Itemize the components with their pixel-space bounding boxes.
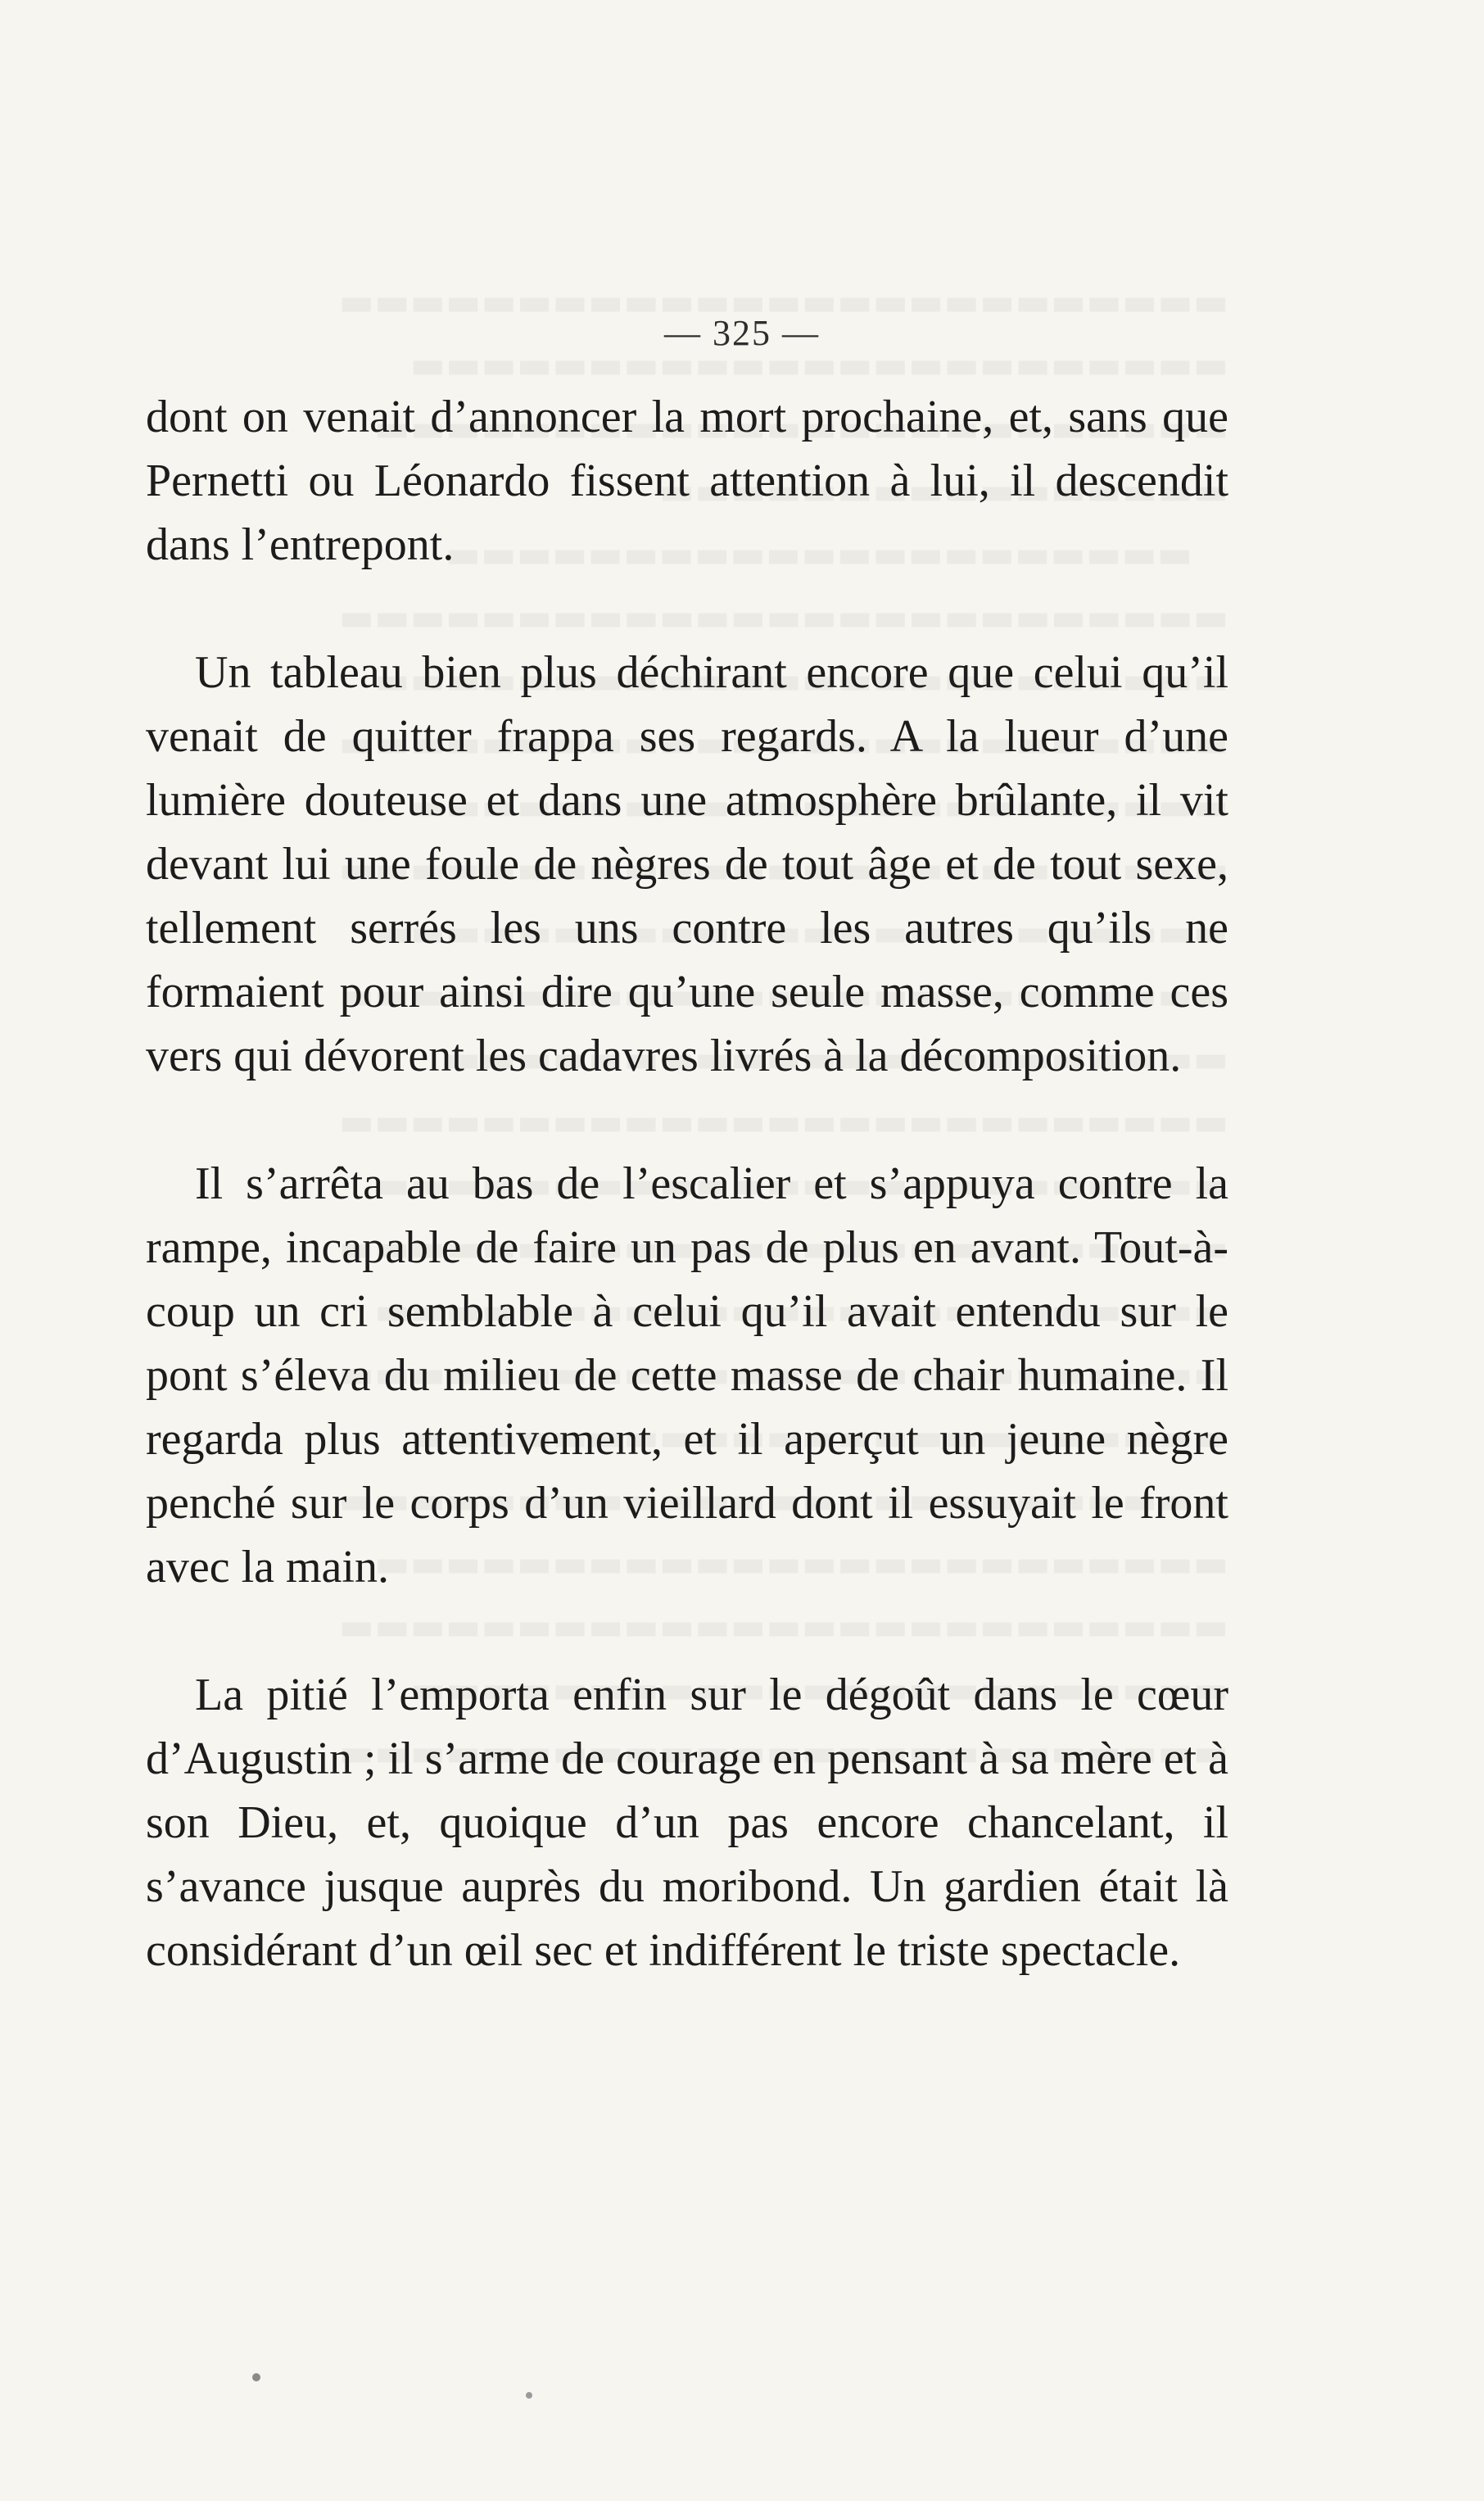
- paragraph-gap: [146, 1599, 1228, 1663]
- page-body: [146, 385, 1228, 1982]
- paragraph-3: Il s’arrêta au bas de l’escalier et s’appuya contre la rampe, incapable de faire un pas de plus en avant. Tout-à-coup un cri semblable à celui qu’il avait entendu sur le pont s’éleva du milieu de cette masse de chair humaine. Il regarda plus attentivement, et il aperçut un jeune nègre penché sur le corps d’un vieillard dont il essuyait le front avec la main.: [146, 1158, 1228, 1593]
- paragraph-gap: [146, 577, 1228, 641]
- paragraph-1: dont on venait d’annoncer la mort prochaine, et, sans que Pernetti ou Léonardo fissent attention à lui, il descendit dans l’entrepont.: [146, 392, 1228, 570]
- page-number: — 325 —: [664, 313, 820, 353]
- paragraph-2: Un tableau bien plus déchirant encore que celui qu’il venait de quitter frappa ses regards. A la lueur d’une lumière douteuse et dans une atmosphère brûlante, il vit devant lui une foule de nègres de tout âge et de tout sexe, tellement serrés les uns contre les autres qu’ils ne formaient pour ainsi dire qu’une seule masse, comme ces vers qui dévorent les cadavres livrés à la décomposition.: [146, 647, 1228, 1081]
- paragraph-4: La pitié l’emporta enfin sur le dégoût dans le cœur d’Augustin ; il s’arme de courage en pensant à sa mère et à son Dieu, et, quoique d’un pas encore chancelant, il s’avance jusque auprès du moribond. Un gardien était là considérant d’un œil sec et indifférent le triste spectacle.: [146, 1670, 1228, 1976]
- paragraph-gap: [146, 1088, 1228, 1152]
- ink-speck: [252, 2373, 260, 2381]
- ink-speck: [526, 2392, 532, 2399]
